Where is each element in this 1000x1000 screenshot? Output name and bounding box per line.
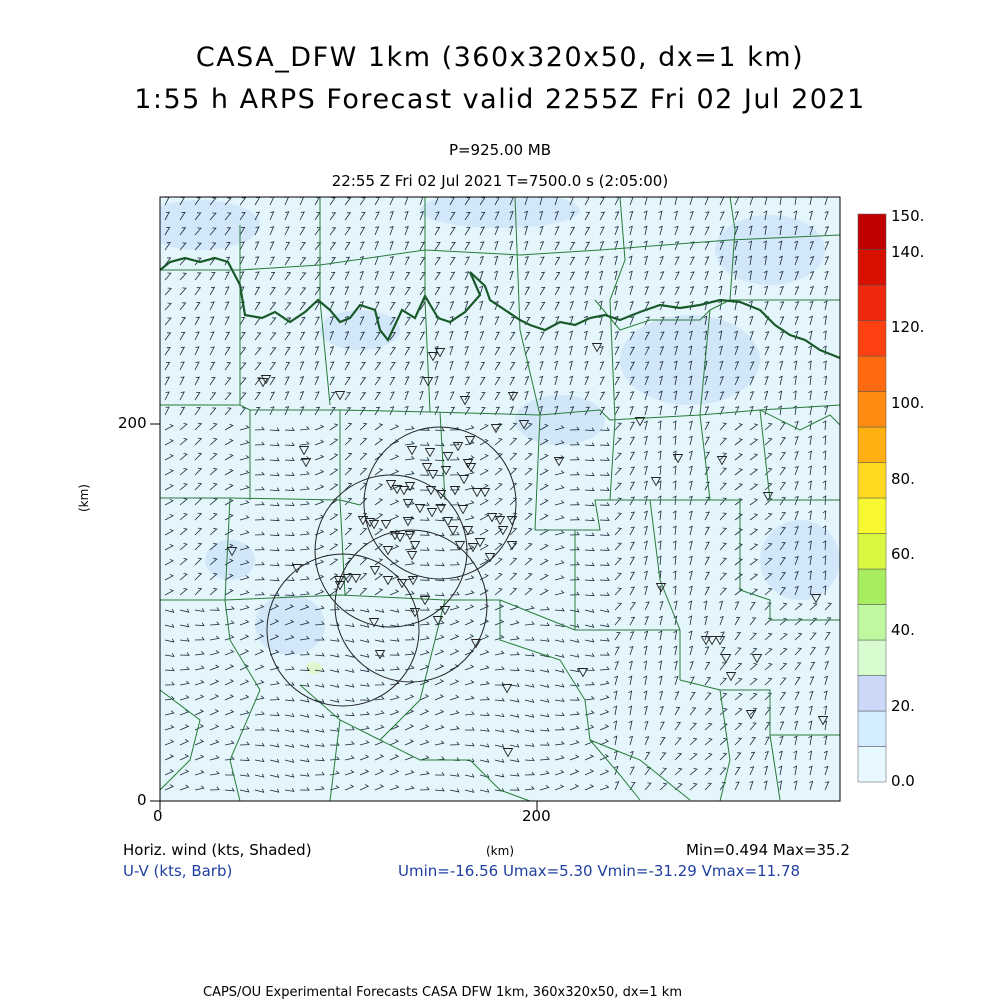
colorbar-swatch (858, 321, 886, 357)
colorbar-swatch (858, 747, 886, 783)
colorbar-swatch (858, 214, 886, 250)
colorbar-label-20: 20. (891, 697, 915, 715)
colorbar-label-80: 80. (891, 470, 915, 488)
map-panel (140, 192, 840, 801)
colorbar-swatch (858, 640, 886, 676)
colorbar-swatch (858, 498, 886, 534)
colorbar-label-120: 120. (891, 318, 925, 336)
colorbar-swatch (858, 356, 886, 392)
barb-variable-label: U-V (kts, Barb) (123, 862, 233, 880)
x-axis-unit: (km) (486, 844, 515, 858)
y-tick-label-200: 200 (118, 414, 147, 432)
shaded-variable-label: Horiz. wind (kts, Shaded) (123, 841, 312, 859)
pressure-level: P=925.00 MB (448, 141, 552, 159)
colorbar (858, 214, 886, 782)
min-max-label: Min=0.494 Max=35.2 (686, 841, 850, 859)
colorbar-label-150: 150. (891, 207, 925, 225)
credit-line: CAPS/OU Experimental Forecasts CASA DFW 1km, 360x320x50, dx=1 km (203, 985, 683, 1000)
colorbar-swatch (858, 285, 886, 321)
colorbar-label-140: 140. (891, 243, 925, 261)
colorbar-swatch (858, 392, 886, 428)
y-tick-label-0: 0 (137, 791, 147, 809)
colorbar-label-100: 100. (891, 394, 925, 412)
uv-range-label: Umin=-16.56 Umax=5.30 Vmin=-31.29 Vmax=11.78 (398, 862, 801, 880)
title-line-2: 1:55 h ARPS Forecast valid 2255Z Fri 02 Jul 2021 (134, 84, 866, 115)
colorbar-swatch (858, 569, 886, 605)
colorbar-swatch (858, 676, 886, 712)
green-shading-patch (306, 662, 322, 674)
x-tick-label-200: 200 (522, 807, 551, 825)
colorbar-swatch (858, 427, 886, 463)
colorbar-label-0: 0.0 (891, 772, 915, 790)
y-axis-unit: (km) (77, 483, 92, 513)
colorbar-swatch (858, 534, 886, 570)
colorbar-swatch (858, 711, 886, 747)
title-line-1: CASA_DFW 1km (360x320x50, dx=1 km) (195, 42, 805, 73)
colorbar-label-40: 40. (891, 621, 915, 639)
colorbar-label-60: 60. (891, 545, 915, 563)
colorbar-swatch (858, 605, 886, 641)
x-tick-label-0: 0 (153, 807, 163, 825)
valid-time-line: 22:55 Z Fri 02 Jul 2021 T=7500.0 s (2:05:00) (331, 172, 669, 190)
colorbar-swatch (858, 463, 886, 499)
colorbar-swatch (858, 250, 886, 286)
